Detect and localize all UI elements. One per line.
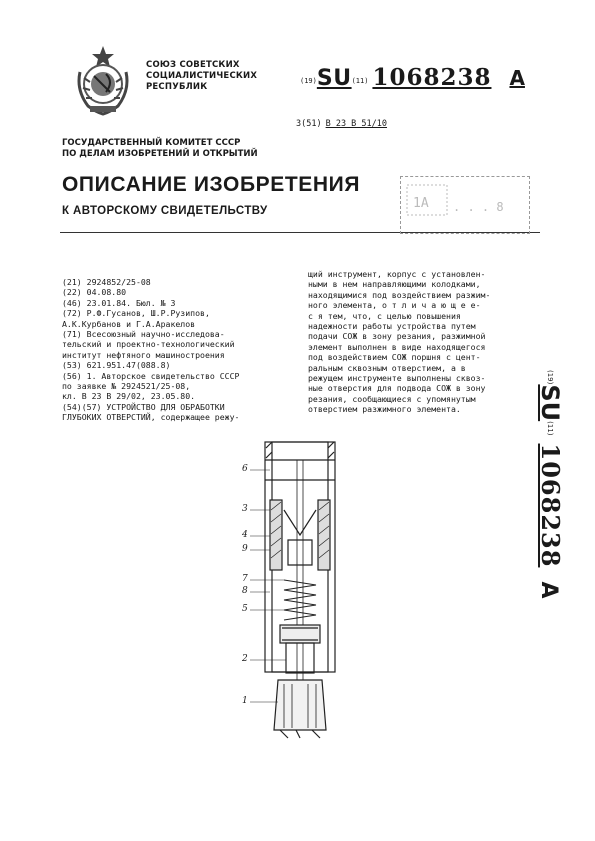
ipc-value: B 23 B 51/10 [325, 119, 388, 129]
code-19: (19) [300, 77, 317, 85]
side-patent-number-value: 1068238 [536, 443, 565, 568]
ipc-label: 3(51) [296, 119, 322, 129]
document-subtitle: К АВТОРСКОМУ СВИДЕТЕЛЬСТВУ [62, 205, 268, 217]
org-line: РЕСПУБЛИК [146, 82, 208, 92]
biblio-line: (46) 23.01.84. Бюл. № 3 [62, 297, 176, 308]
side-code-11: (11) [546, 421, 554, 436]
ipc-class [296, 119, 387, 129]
abstract-line: ного элемента, о т л и ч а ю щ е е- [308, 300, 481, 311]
ref-label-8: 8 [242, 586, 248, 596]
ref-label-7: 7 [242, 574, 248, 584]
ref-label-9: 9 [242, 544, 248, 554]
ref-label-4: 4 [242, 530, 248, 540]
abstract-line: отверстием разжимного элемента. [308, 404, 461, 415]
biblio-line: (22) 04.08.80 [62, 287, 127, 298]
org-name [146, 60, 257, 93]
abstract-line: ными в нем направляющими колодками, [308, 279, 481, 290]
abstract-line: надежности работы устройства путем [308, 321, 476, 332]
committee-line: ПО ДЕЛАМ ИЗОБРЕТЕНИЙ И ОТКРЫТИЙ [62, 149, 258, 159]
abstract-line: режущем инструменте выполнены сквоз- [308, 373, 486, 384]
biblio-line: (71) Всесоюзный научно-исследова- [62, 329, 225, 340]
biblio-line: институт нефтяного машиностроения [62, 349, 225, 360]
abstract-line: с я тем, что, с целью повышения [308, 310, 461, 321]
abstract-line: под воздействием СОЖ поршня с цент- [308, 352, 481, 363]
svg-text:. . . 8: . . . 8 [453, 200, 504, 214]
side-country-code: SU [536, 384, 564, 422]
bibliographic-data [62, 277, 277, 423]
abstract-line: подачи СОЖ в зону резания, разжимной [308, 331, 486, 342]
code-11: (11) [351, 77, 369, 85]
abstract-line: ные отверстия для подвода СОЖ в зону [308, 383, 486, 394]
biblio-line: ГЛУБОКИХ ОТВЕРСТИЙ, содержащее режу- [62, 412, 240, 423]
org-line: СОЮЗ СОВЕТСКИХ [146, 60, 240, 70]
side-patent-kind: A [536, 581, 561, 599]
biblio-line: (54)(57) УСТРОЙСТВО ДЛЯ ОБРАБОТКИ [62, 401, 225, 412]
biblio-line: (53) 621.951.47(088.8) [62, 360, 171, 371]
committee-line: ГОСУДАРСТВЕННЫЙ КОМИТЕТ СССР [62, 138, 241, 148]
abstract-line: резания, сообщающиеся с упомянутым [308, 393, 476, 404]
state-emblem-icon [70, 42, 136, 118]
ref-label-1: 1 [242, 696, 248, 706]
country-code: SU [316, 66, 352, 91]
abstract-line: элемент выполнен в виде находящегося [308, 341, 486, 352]
biblio-line: (56) 1. Авторское свидетельство СССР [62, 370, 240, 381]
abstract-line: ральным сквозным отверстием, а в [308, 362, 466, 373]
device-cross-section [240, 440, 360, 740]
abstract-line: находящимися под воздействием разжим- [308, 289, 491, 300]
abstract-line: щий инструмент, корпус с установлен- [308, 269, 486, 279]
patent-kind: A [509, 66, 525, 90]
ref-label-6: 6 [242, 464, 248, 474]
document-title: ОПИСАНИЕ ИЗОБРЕТЕНИЯ [62, 173, 361, 196]
biblio-line: кл. В 23 В 29/02, 23.05.80. [62, 391, 196, 402]
biblio-line: (21) 2924852/25-08 [62, 277, 151, 287]
side-patent-number [505, 370, 565, 670]
biblio-line: по заявке № 2924521/25-08, [62, 381, 191, 392]
side-code-19: (19) [546, 370, 554, 385]
biblio-line: А.К.Курбанов и Г.А.Аракелов [62, 318, 196, 329]
ref-label-5: 5 [242, 604, 248, 614]
technical-drawing [240, 440, 360, 740]
biblio-line: (72) Р.Ф.Гусанов, Ш.Р.Рузипов, [62, 308, 210, 319]
org-line: СОЦИАЛИСТИЧЕСКИХ [146, 71, 258, 81]
patent-number-line [300, 64, 525, 91]
patent-number: 1068238 [372, 64, 492, 91]
library-stamp [400, 176, 530, 234]
biblio-line: тельский и проектно-технологический [62, 339, 235, 350]
ref-label-3: 3 [242, 504, 248, 514]
svg-text:1А: 1А [413, 196, 429, 211]
abstract-text [308, 269, 526, 415]
ref-label-2: 2 [242, 654, 248, 664]
committee-name [62, 138, 258, 160]
